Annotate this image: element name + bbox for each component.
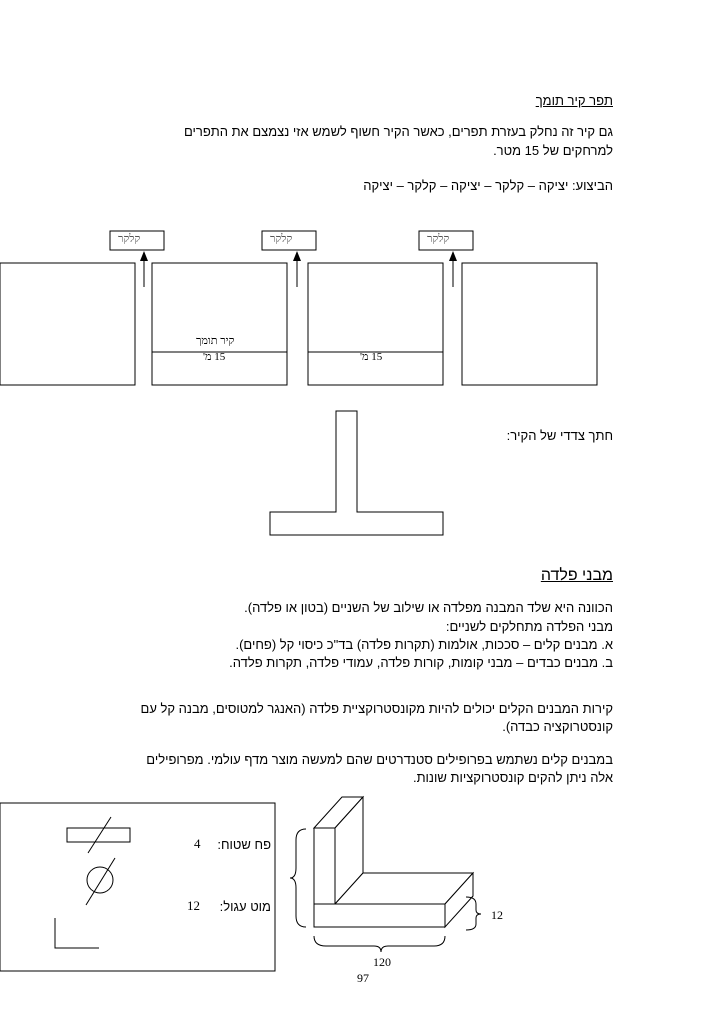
angle-profile-3d bbox=[314, 797, 473, 927]
page-number: 97 bbox=[357, 971, 369, 985]
brace-left bbox=[290, 829, 306, 927]
paragraph-line: קונסטרוקציה כבדה). bbox=[502, 719, 613, 734]
section-title-steel-structures: מבני פלדה bbox=[540, 567, 613, 584]
paragraph-line: ב. מבנים כבדים – מבני קומות, קורות פלדה, עמודי פלדה, תקרות פלדה. bbox=[229, 655, 613, 670]
dimension-label: 15 מ' bbox=[203, 351, 226, 363]
execution-sequence: הביצוע: יציקה – קלקר – יציקה – קלקר – יציקה bbox=[363, 178, 613, 193]
paragraph-line: גם קיר זה נחלק בעזרת תפרים, כאשר הקיר חשוף לשמש אזי נצמצם את התפרים bbox=[183, 124, 613, 139]
round-bar-label: מוט עגול: bbox=[219, 899, 271, 914]
angle-icon bbox=[55, 918, 99, 948]
profile-width-value: 120 bbox=[373, 955, 391, 969]
paragraph-line: למרחקים של 15 מטר. bbox=[493, 143, 613, 158]
foam-label: קלקר bbox=[270, 233, 293, 245]
paragraph-line: הכוונה היא שלד המבנה מפלדה או שילוב של השניים (בטון או פלדה). bbox=[244, 600, 613, 615]
paragraph-line: קירות המבנים הקלים יכולים להיות מקונסטרוקציית פלדה (האנגר למטוסים, מבנה קל עם bbox=[140, 701, 613, 716]
round-bar-icon bbox=[87, 867, 113, 893]
foam-label: קלקר bbox=[427, 233, 450, 245]
flat-bar-icon bbox=[67, 828, 130, 842]
profile-thickness-value: 12 bbox=[491, 908, 503, 922]
paragraph-line: מבני הפלדה מתחלקים לשניים: bbox=[445, 619, 613, 634]
wall-label: קיר תומך bbox=[196, 335, 235, 347]
flat-bar-label: פח שטוח: bbox=[217, 837, 271, 852]
brace-bottom bbox=[314, 936, 445, 952]
flat-bar-value: 4 bbox=[194, 836, 201, 851]
foam-label: קלקר bbox=[118, 233, 141, 245]
paragraph-line: אלה ניתן להקים קונסטרוקציות שונות. bbox=[412, 770, 613, 785]
section-title-retaining-wall-joint: תפר קיר תומך bbox=[535, 93, 613, 108]
side-section-label: חתך צדדי של הקיר: bbox=[506, 428, 613, 443]
paragraph-line: במבנים קלים נשתמש בפרופילים סטנדרטים שהם למעשה מוצר מדף עולמי. מפרופילים bbox=[146, 752, 613, 767]
legend-box bbox=[0, 803, 275, 971]
paragraph-line: א. מבנים קלים – סככות, אולמות (תקרות פלדה) בד"כ כיסוי קל (פחים). bbox=[235, 637, 613, 652]
dimension-label: 15 מ' bbox=[360, 351, 383, 363]
round-bar-value: 12 bbox=[187, 898, 200, 913]
